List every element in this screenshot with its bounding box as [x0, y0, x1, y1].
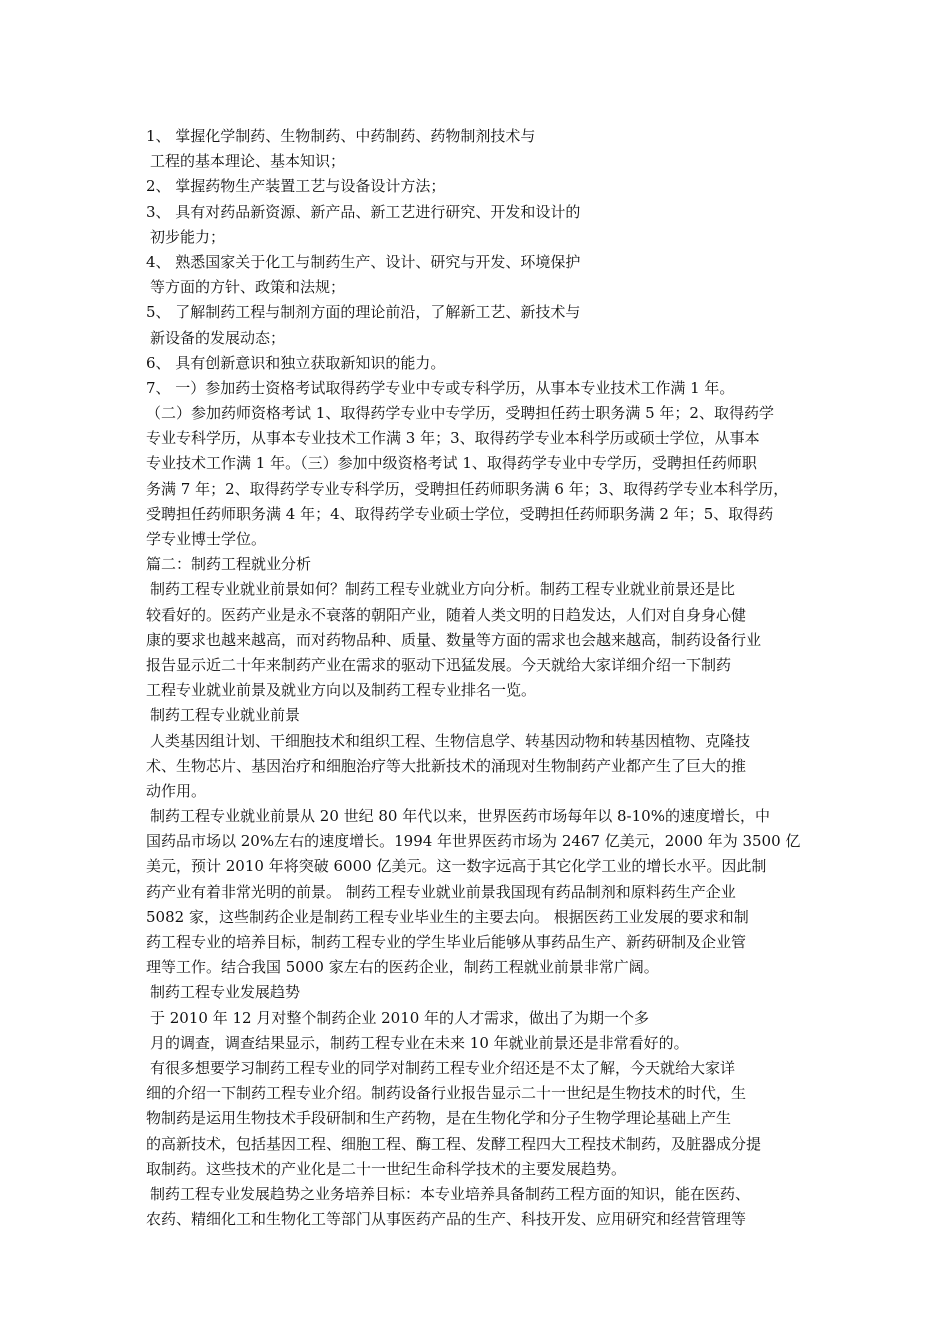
paragraph-line: 动作用。	[146, 781, 207, 800]
paragraph-line: 有很多想要学习制药工程专业的同学对制药工程专业介绍还是不太了解，今天就给大家详	[150, 1058, 736, 1077]
list-item-3-continuation: 初步能力；	[150, 227, 226, 246]
paragraph-line: 学专业博士学位。	[146, 530, 267, 548]
paragraph-line: 专业技术工作满 1 年。（三）参加中级资格考试 1、取得药学专业中专学历，受聘担任药师职	[146, 454, 757, 473]
paragraph-line: 工程专业就业前景及就业方向以及制药工程专业排名一览。	[146, 681, 537, 700]
paragraph-line: 报告显示近二十年来制药产业在需求的驱动下迅猛发展。今天就给大家详细介绍一下制药	[146, 655, 732, 674]
section-heading: 篇二：制药工程就业分析	[146, 555, 312, 574]
paragraph-line: 取制药。这些技术的产业化是二十一世纪生命科学技术的主要发展趋势。	[146, 1159, 627, 1178]
list-item-6: 6、 具有创新意识和独立获取新知识的能力。	[146, 353, 446, 372]
subheading: 制药工程专业发展趋势	[150, 983, 301, 1002]
paragraph-line: 专业专科学历，从事本专业技术工作满 3 年；3、取得药学专业本科学历或硕士学位，从事本	[146, 429, 760, 448]
list-item-4: 4、 熟悉国家关于化工与制药生产、设计、研究与开发、环境保护	[146, 252, 581, 271]
paragraph-line: 药工程专业的培养目标，制药工程专业的学生毕业后能够从事药品生产、新药研制及企业管	[146, 933, 747, 951]
list-item-7: 7、 一）参加药士资格考试取得药学专业中专或专科学历，从事本专业技术工作满 1 年。	[146, 378, 735, 397]
paragraph-line: 人类基因组计划、干细胞技术和组织工程、生物信息学、转基因动物和转基因植物、克隆技	[150, 731, 751, 750]
paragraph-line: 术、生物芯片、基因治疗和细胞治疗等大批新技术的涌现对生物制药产业都产生了巨大的推	[146, 756, 747, 775]
subheading: 制药工程专业就业前景	[150, 706, 301, 725]
list-item-1-continuation: 工程的基本理论、基本知识；	[150, 152, 346, 171]
list-item-1: 1、 掌握化学制药、生物制药、中药制药、药物制剂技术与	[146, 127, 536, 145]
list-item-2: 2、 掌握药物生产装置工艺与设备设计方法；	[146, 177, 446, 196]
paragraph-line: 月的调查，调查结果显示，制药工程专业在未来 10 年就业前景还是非常看好的。	[150, 1033, 689, 1052]
paragraph-line: 于 2010 年 12 月对整个制药企业 2010 年的人才需求，做出了为期一个多	[150, 1008, 650, 1027]
paragraph-line: 康的要求也越来越高，而对药物品种、质量、数量等方面的需求也会越来越高，制药设备行业	[146, 630, 762, 649]
paragraph-line: 制药工程专业就业前景如何？制药工程专业就业方向分析。制药工程专业就业前景还是比	[150, 580, 736, 599]
list-item-5: 5、 了解制药工程与制剂方面的理论前沿，了解新工艺、新技术与	[146, 303, 581, 322]
paragraph-line: 药产业有着非常光明的前景。 制药工程专业就业前景我国现有药品制剂和原料药生产企业	[146, 882, 736, 901]
paragraph-line: 美元，预计 2010 年将突破 6000 亿美元。这一数字远高于其它化学工业的增长水平。因此制	[146, 857, 767, 876]
paragraph-line: 务满 7 年；2、取得药学专业专科学历，受聘担任药师职务满 6 年；3、取得药学专业本科学历，	[146, 479, 789, 498]
document-body	[146, 124, 818, 1232]
paragraph-line: 较看好的。医药产业是永不衰落的朝阳产业，随着人类文明的日趋发达，人们对自身身心健	[146, 605, 747, 624]
paragraph-line: 的高新技术，包括基因工程、细胞工程、酶工程、发酵工程四大工程技术制药，及脏器成分提	[146, 1134, 762, 1153]
paragraph-line: 5082 家，这些制药企业是制药工程专业毕业生的主要去向。 根据医药工业发展的要求和制	[146, 907, 749, 926]
paragraph-line: 受聘担任药师职务满 4 年；4、取得药学专业硕士学位，受聘担任药师职务满 2 年；5、取得药	[146, 504, 774, 523]
paragraph-line: 国药品市场以 20%左右的速度增长。1994 年世界医药市场为 2467 亿美元，2000 年为 3500 亿	[146, 832, 801, 851]
paragraph-line: 制药工程专业就业前景从 20 世纪 80 年代以来，世界医药市场每年以 8-10%的速度增长，中	[150, 807, 770, 826]
list-item-5-continuation: 新设备的发展动态；	[150, 328, 286, 347]
paragraph-line: 农药、精细化工和生物化工等部门从事医药产品的生产、科技开发、应用研究和经营管理等	[146, 1210, 747, 1229]
paragraph-line: 细的介绍一下制药工程专业介绍。制药设备行业报告显示二十一世纪是生物技术的时代，生	[146, 1084, 747, 1103]
paragraph-line: 理等工作。结合我国 5000 家左右的医药企业，制药工程就业前景非常广阔。	[146, 958, 659, 977]
list-item-4-continuation: 等方面的方针、政策和法规；	[150, 278, 346, 297]
list-item-3: 3、 具有对药品新资源、新产品、新工艺进行研究、开发和设计的	[146, 202, 581, 221]
paragraph-line: （二）参加药师资格考试 1、取得药学专业中专学历，受聘担任药士职务满 5 年；2、取得药学	[146, 404, 774, 423]
paragraph-line: 物制药是运用生物技术手段研制和生产药物，是在生物化学和分子生物学理论基础上产生	[146, 1109, 732, 1128]
paragraph-line: 制药工程专业发展趋势之业务培养目标：本专业培养具备制药工程方面的知识，能在医药、	[150, 1184, 751, 1203]
